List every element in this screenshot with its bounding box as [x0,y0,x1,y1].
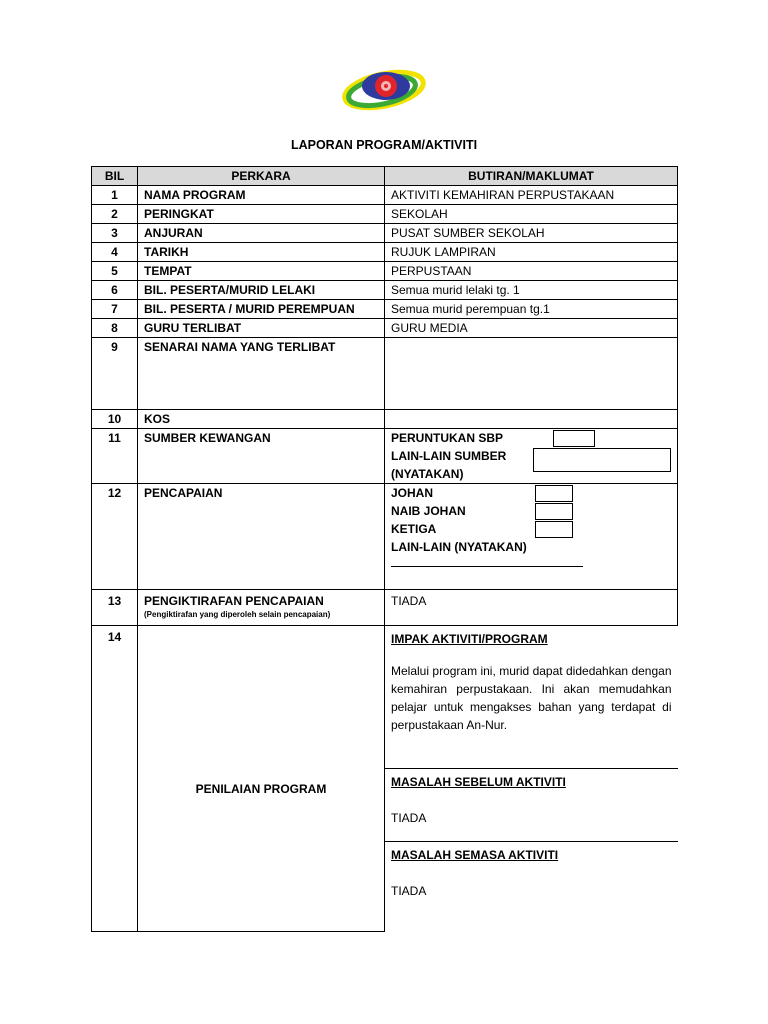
row-butiran: Semua murid perempuan tg.1 [385,300,678,319]
row-bil: 8 [92,319,138,338]
row-bil: 13 [92,590,138,626]
row-perkara: TEMPAT [138,262,385,281]
row-perkara: PENCAPAIAN [138,484,385,590]
report-table [91,166,678,932]
table-row [92,338,678,410]
achievement-other-line[interactable] [391,556,583,567]
row-butiran [385,338,678,410]
table-row [92,626,678,932]
row-bil: 7 [92,300,138,319]
problems-before-title: MASALAH SEBELUM AKTIVITI [391,775,566,789]
row-perkara: ANJURAN [138,224,385,243]
impact-text: Melalui program ini, murid dapat didedahkan dengan kemahiran perpustakaan. Ini akan memudahkan pelajar untuk mengakses bahan yang terdapat di perpustakaan An-Nur. [391,664,672,732]
problems-before-section [385,769,678,842]
table-row [92,590,678,626]
achievement-ketiga-box[interactable] [535,521,573,538]
achievement-naib-label: NAIB JOHAN [391,504,466,518]
funding-sbp-line [391,429,671,447]
impact-section [385,626,678,769]
row-butiran: TIADA [385,590,678,626]
table-row [92,243,678,262]
row-perkara: BIL. PESERTA/MURID LELAKI [138,281,385,300]
row-perkara: BIL. PESERTA / MURID PEREMPUAN [138,300,385,319]
funding-sbp-label: PERUNTUKAN SBP [391,431,504,445]
funding-other-note: (NYATAKAN) [391,467,464,481]
row-bil: 3 [92,224,138,243]
row-butiran: AKTIVITI KEMAHIRAN PERPUSTAKAAN [385,186,678,205]
table-row [92,205,678,224]
recognition-cell [138,590,385,626]
recognition-label: PENGIKTIRAFAN PENCAPAIAN [144,594,324,608]
header-bil: BIL [92,167,138,186]
problems-during-text: TIADA [391,884,427,898]
funding-other-label: LAIN-LAIN SUMBER [391,449,507,463]
row-perkara: TARIKH [138,243,385,262]
row-butiran: Semua murid lelaki tg. 1 [385,281,678,300]
table-row [92,429,678,484]
table-header-row [92,167,678,186]
table-row [92,262,678,281]
row-perkara: KOS [138,410,385,429]
table-row [92,224,678,243]
row-bil: 4 [92,243,138,262]
achievement-cell [385,484,678,590]
row-bil: 9 [92,338,138,410]
row-butiran: SEKOLAH [385,205,678,224]
row-bil: 11 [92,429,138,484]
problems-during-section [385,842,678,928]
row-perkara: PERINGKAT [138,205,385,224]
row-perkara: NAMA PROGRAM [138,186,385,205]
row-butiran: PERPUSTAAN [385,262,678,281]
table-row [92,484,678,590]
header-perkara: PERKARA [138,167,385,186]
evaluation-cell [385,626,678,932]
problems-before-text: TIADA [391,811,427,825]
achievement-naib-box[interactable] [535,503,573,520]
row-bil: 12 [92,484,138,590]
row-bil: 1 [92,186,138,205]
table-row [92,300,678,319]
row-butiran [385,410,678,429]
table-row [92,281,678,300]
row-butiran: PUSAT SUMBER SEKOLAH [385,224,678,243]
achievement-ketiga-line [391,520,671,538]
achievement-other-label: LAIN-LAIN (NYATAKAN) [391,540,527,554]
achievement-ketiga-label: KETIGA [391,522,437,536]
achievement-johan-line [391,484,671,502]
header-butiran: BUTIRAN/MAKLUMAT [385,167,678,186]
row-butiran: GURU MEDIA [385,319,678,338]
funding-sbp-box[interactable] [553,430,595,447]
row-bil: 10 [92,410,138,429]
table-row [92,319,678,338]
achievement-johan-box[interactable] [535,485,573,502]
impact-title: IMPAK AKTIVITI/PROGRAM [391,632,548,646]
problems-during-title: MASALAH SEMASA AKTIVITI [391,848,559,862]
evaluation-label: PENILAIAN PROGRAM [138,626,385,932]
funding-other-line [391,447,671,483]
table-row [92,410,678,429]
funding-other-box[interactable] [533,448,671,472]
recognition-note: (Pengiktirafan yang diperoleh selain pencapaian) [144,610,331,619]
school-logo-icon [338,64,430,114]
row-perkara: SUMBER KEWANGAN [138,429,385,484]
row-bil: 14 [92,626,138,932]
row-bil: 6 [92,281,138,300]
table-row [92,186,678,205]
page-title: LAPORAN PROGRAM/AKTIVITI [290,138,478,152]
row-bil: 2 [92,205,138,224]
funding-cell [385,429,678,484]
row-bil: 5 [92,262,138,281]
row-perkara: SENARAI NAMA YANG TERLIBAT [138,338,385,410]
achievement-johan-label: JOHAN [391,486,434,500]
row-butiran: RUJUK LAMPIRAN [385,243,678,262]
achievement-naib-line [391,502,671,520]
row-perkara: GURU TERLIBAT [138,319,385,338]
